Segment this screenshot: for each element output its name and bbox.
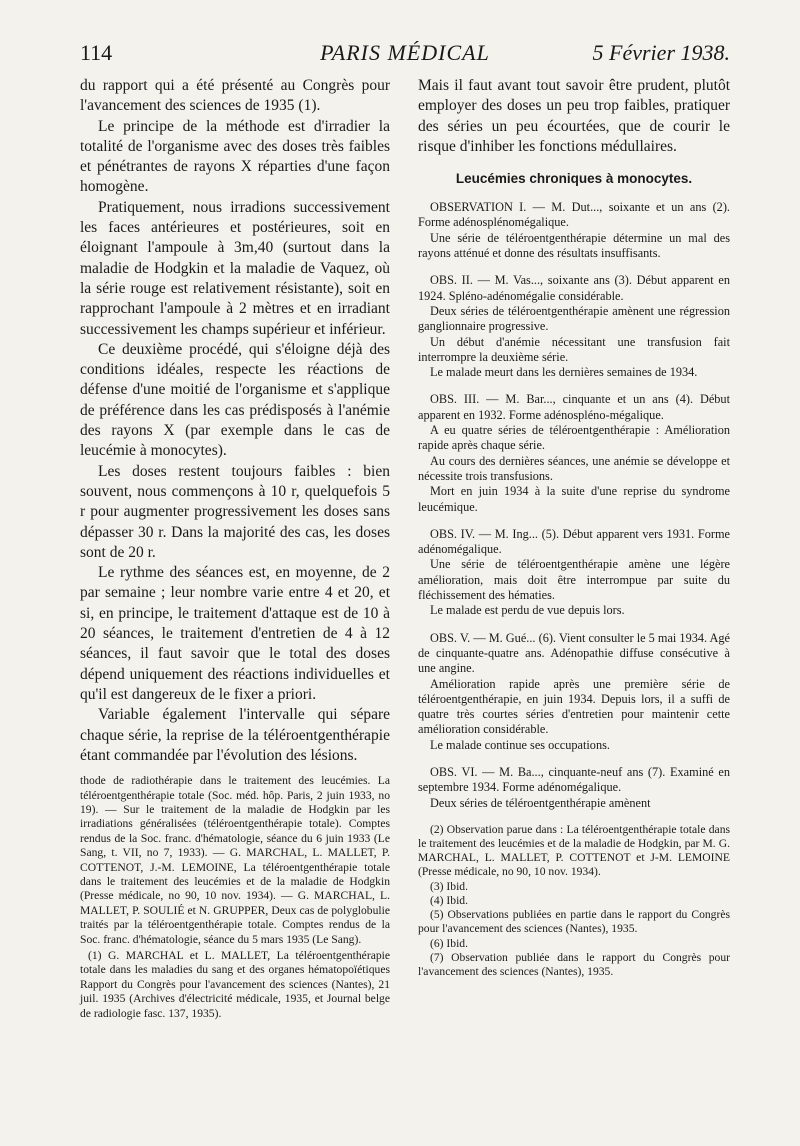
observation-2 [418, 273, 730, 380]
page-number: 114 [80, 40, 113, 65]
footnote: (4) Ibid. [430, 893, 468, 907]
right-column [418, 76, 730, 979]
footnote: (7) Observation publiée dans le rapport du Congrès pour l'avancement des sciences (Nantes), 1935. [418, 950, 730, 978]
paragraph: du rapport qui a été présenté au Congrès pour l'avancement des sciences de 1935 (1). [80, 77, 390, 115]
obs-line: Mort en juin 1934 à la suite d'une reprise du syndrome leucémique. [418, 484, 730, 514]
obs-line: OBS. V. — M. Gué... (6). Vient consulter le 5 mai 1934. Agé de cinquante-quatre ans. Adénopathie diffuse consécutive à une angine. [418, 630, 730, 676]
footnote: (1) G. MARCHAL et L. MALLET, La téléroentgenthérapie totale dans les maladies du sang et des organes hématopoïétiques Rapport du Congrès pour l'avancement des sciences (Nantes), 21 juil. 1935 (Archives d'électricité médicale, 1935, et Journal belge de radiologie fasc. 137, 1935). [80, 948, 390, 1020]
paragraph: Ce deuxième procédé, qui s'éloigne déjà des conditions idéales, respecte les réactions de défense d'une moitié de l'organisme et s'applique de préférence dans les cas prédisposés à l'anémie des rayons X (par exemple dans le cas de leucémie à monocytes). [80, 340, 390, 460]
obs-line: OBS. III. — M. Bar..., cinquante et un ans (4). Début apparent en 1932. Forme adénospléno-mégalique. [418, 392, 730, 422]
obs-line: OBS. II. — M. Vas..., soixante ans (3). Début apparent en 1924. Spléno-adénomégalie considérable. [418, 273, 730, 303]
obs-line: A eu quatre séries de téléroentgenthérapie : Amélioration rapide après chaque série. [418, 423, 730, 453]
obs-line: Deux séries de téléroentgenthérapie amènent [430, 795, 651, 810]
obs-line: Le malade continue ses occupations. [430, 737, 610, 752]
observation-4 [418, 527, 730, 619]
issue-date: 5 Février 1938. [592, 40, 730, 65]
footnotes-right [418, 823, 730, 979]
left-column [80, 76, 390, 1021]
paragraph: Variable également l'intervalle qui sépare chaque série, la reprise de la téléroentgenthérapie étant commandée par l'évolution des lésions. [80, 706, 390, 764]
obs-line: OBSERVATION I. — M. Dut..., soixante et un ans (2). Forme adénosplénomégalique. [418, 200, 730, 230]
obs-line: OBS. IV. — M. Ing... (5). Début apparent vers 1931. Forme adénomégalique. [418, 526, 730, 557]
paragraph: Pratiquement, nous irradions successivement les faces antérieures et postérieures, soit en éloignant l'ampoule à 3m,40 (surtout dans la maladie de Hodgkin et la maladie de Vaquez, où la série rouge est relativement résistante), soit en rapprochant l'ampoule à 2 mètres et en irradiant successivement les champs supérieur et inférieur. [80, 198, 390, 338]
footnote: (2) Observation parue dans : La téléroentgenthérapie totale dans le traitement des leucémies et de la maladie de Hodgkin, par M. G. MARCHAL, L. MALLET, P. COTTENOT et J-M. LEMOINE (Presse médicale, no 90, 10 nov. 1934). [418, 822, 730, 879]
paragraph: Les doses restent toujours faibles : bien souvent, nous commençons à 10 r, quelquefois 5 r pour augmenter progressivement les doses sans dépasser 30 r. Dans la majorité des cas, les doses sont de 20 r. [80, 462, 390, 561]
section-heading: Leucémies chroniques à monocytes. [455, 171, 693, 187]
obs-line: Une série de téléroentgenthérapie amène une légère amélioration, mais doit être interrompue par suite du fléchissement des hématies. [418, 557, 730, 603]
paragraph: Le principe de la méthode est d'irradier la totalité de l'organisme avec des doses très faibles et pénétrantes de rayons X réparties d'une façon homogène. [80, 117, 390, 196]
paragraph: Mais il faut avant tout savoir être prudent, plutôt employer des doses un peu trop faibles, pratiquer des séries un peu écourtées, que de courir le risque d'inhiber les fonctions médullaires. [418, 77, 730, 155]
footnotes-left [80, 774, 390, 1021]
obs-line: Au cours des dernières séances, une anémie se développe et nécessite trois transfusions. [418, 453, 730, 483]
footnote: thode de radiothérapie dans le traitement des leucémies. La téléroentgenthérapie totale (Soc. méd. hôp. Paris, 2 juin 1933, no 19). — Sur le traitement de la maladie de Hodgkin par les irradiations généralisées (téléroentgenthérapie totale). Comptes rendus de la Soc. franc. d'hématologie, séance du 6 juin 1933 (Le Sang, t. VII, no 7, 1933). — G. MARCHAL, L. MALLET, P. COTTENOT, J.-M. LEMOINE, La téléroentgenthérapie totale dans le traitement des leucémies et de la maladie de Hodgkin (Presse médicale, no 90, 10 nov. 1934). — G. MARCHAL, L. MALLET, P. SOULIÉ et N. GRUPPER, Deux cas de polyglobulie traités par la téléroentgenthérapie totale. Comptes rendus de la Soc. franc. d'hématologie, séance du 5 mars 1935 (Le Sang). [80, 774, 390, 946]
obs-line: Une série de téléroentgenthérapie détermine un mal des rayons atténué et donne des résultats insuffisants. [418, 230, 730, 261]
obs-line: Deux séries de téléroentgenthérapie amènent une régression ganglionnaire progressive. [418, 303, 730, 334]
observation-1 [418, 200, 730, 261]
paragraph: Le rythme des séances est, en moyenne, de 2 par semaine ; leur nombre varie entre 4 et 20, et si, en principe, le traitement d'attaque est de 10 à 20 séances, le traitement d'entretien de 4 à 12 séances, il faut savoir que le total des doses dépend uniquement des réactions individuelles et qu'il est dangereux de le fixer a priori. [80, 564, 390, 703]
obs-line: Le malade est perdu de vue depuis lors. [430, 603, 625, 618]
observation-3 [418, 392, 730, 514]
obs-line: Amélioration rapide après une première série de téléroentgenthérapie, en juin 1934. Depuis lors, il a suffi de quatre très courtes séries d'entretien pour maintenir cette amélioration considérable. [418, 676, 730, 737]
obs-line: Le malade meurt dans les dernières semaines de 1934. [430, 365, 698, 380]
footnote: (3) Ibid. [430, 879, 468, 893]
observation-5 [418, 631, 730, 753]
footnote: (6) Ibid. [430, 936, 468, 950]
page-header [80, 40, 730, 70]
obs-line: Un début d'anémie nécessitant une transfusion fait interrompre la deuxième série. [418, 334, 730, 364]
observation-6 [418, 765, 730, 811]
footnote: (5) Observations publiées en partie dans le rapport du Congrès pour l'avancement des sciences (Nantes), 1935. [418, 908, 730, 936]
obs-line: OBS. VI. — M. Ba..., cinquante-neuf ans (7). Examiné en septembre 1934. Forme adénomégalique. [418, 764, 730, 795]
journal-title: PARIS MÉDICAL [320, 40, 490, 65]
